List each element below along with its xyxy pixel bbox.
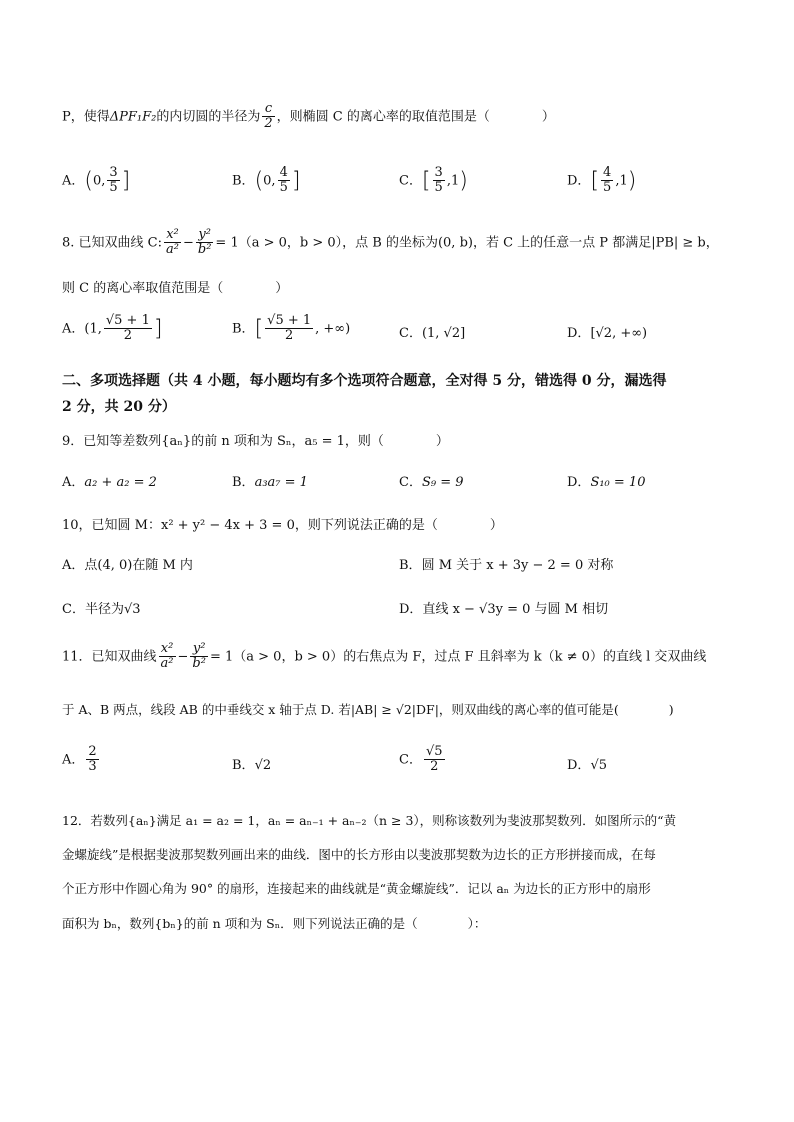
q10-option-a-text: 点(4, 0)在随 M 内 — [84, 558, 193, 573]
q7-frac-den: 2 — [264, 116, 273, 132]
q8-option-a-close: ] — [153, 316, 163, 342]
q12-stem-line2: 金螺旋线”是根据斐波那契数列画出来的曲线．图中的长方形由以斐波那契数为边长的正方形拼接而成，在每 — [62, 847, 656, 862]
q8-option-b-frac — [265, 314, 313, 344]
q10-stem: 10，已知圆 M：x² + y² − 4x + 3 = 0，则下列说法正确的是（ ） — [62, 518, 503, 533]
q9-option-c — [399, 471, 464, 490]
q11-option-c-den: 2 — [430, 759, 439, 775]
q9-stem: 9．已知等差数列{aₙ}的前 n 项和为 Sₙ，a₅ = 1，则（ ） — [62, 434, 449, 449]
q10-option-c-text: 半径为√3 — [84, 602, 141, 617]
q7-stem — [62, 102, 555, 132]
q11-stem-pre: 11．已知双曲线 — [62, 649, 157, 665]
q11-option-a-num: 2 — [88, 744, 97, 759]
q9-option-b — [232, 471, 308, 490]
q10-option-b-text: 圆 M 关于 x + 3y − 2 = 0 对称 — [421, 558, 614, 573]
q7-option-c-label: C． — [399, 173, 422, 189]
q7-option-b-den: 5 — [279, 180, 288, 196]
q7-option-c-close: ) — [459, 168, 468, 194]
q7-option-a-frac — [107, 166, 119, 196]
q11-option-c — [399, 745, 447, 775]
q7-option-a-left: 0, — [92, 173, 106, 189]
q9-option-d-text: S₁₀ = 10 — [590, 475, 646, 490]
q8-option-a-frac — [104, 314, 152, 344]
q11-option-a-den: 3 — [88, 759, 97, 775]
q7-option-b — [232, 166, 300, 196]
q9-option-c-text: S₉ = 9 — [421, 475, 464, 490]
q8-frac-y — [196, 228, 214, 258]
q9-option-a-label: A． — [62, 475, 85, 490]
q8-frac-x-num: x² — [164, 228, 181, 243]
q10-option-d — [399, 598, 608, 617]
q7-option-a-den: 5 — [109, 180, 118, 196]
q7-radius-fraction — [262, 102, 274, 132]
q11-frac-x-num: x² — [159, 642, 176, 657]
q8-option-a-left: (1, — [84, 321, 102, 337]
q8-option-b-den: 2 — [285, 328, 294, 344]
q10-option-d-label: D． — [399, 602, 423, 617]
q8-option-a-num: √5 + 1 — [105, 313, 150, 328]
q8-frac-x-den: a² — [166, 242, 179, 258]
q8-option-d-text: [√2, +∞) — [590, 326, 648, 341]
q7-option-a-num: 3 — [109, 165, 118, 180]
q8-option-a — [62, 314, 162, 344]
q7-triangle: ΔPF₁F₂ — [109, 109, 157, 125]
q11-option-d-text: √5 — [590, 758, 607, 773]
q7-stem-post: ，则椭圆 C 的离心率的取值范围是（ ） — [276, 109, 555, 125]
q8-option-d — [567, 322, 647, 341]
q8-frac-y-num: y² — [196, 228, 214, 243]
q11-option-c-label: C． — [399, 752, 422, 768]
q8-stem-line2: 则 C 的离心率取值范围是（ ） — [62, 281, 289, 296]
q11-option-d — [567, 754, 607, 773]
q9-option-a — [62, 471, 157, 490]
q11-minus: − — [177, 649, 189, 665]
section2-heading-line2: 2 分，共 20 分） — [62, 399, 176, 415]
q8-option-a-label: A． — [62, 321, 85, 337]
q8-frac-x — [164, 228, 181, 258]
q11-option-c-frac — [424, 745, 445, 775]
q11-frac-y — [190, 642, 208, 672]
q7-option-d-open: [ — [590, 168, 600, 194]
q8-option-b-num: √5 + 1 — [267, 313, 312, 328]
q11-frac-y-den: b² — [192, 656, 206, 672]
q7-option-a-label: A． — [62, 173, 85, 189]
q10-option-d-text: 直线 x − √3y = 0 与圆 M 相切 — [422, 602, 609, 617]
q8-stem — [62, 228, 719, 258]
q10-option-c-label: C． — [62, 602, 85, 617]
q7-option-b-num: 4 — [279, 165, 288, 180]
q7-option-c-den: 5 — [434, 180, 443, 196]
q7-option-a-close: ] — [121, 168, 131, 194]
q7-stem-pre: P，使得 — [62, 109, 110, 125]
q7-option-a-open: ( — [84, 168, 93, 194]
q10-option-c — [62, 598, 141, 617]
q7-option-b-close: ] — [291, 168, 301, 194]
section2-heading-line1: 二、多项选择题（共 4 小题，每小题均有多个选项符合题意，全对得 5 分，错选得 0 分，漏选得 — [62, 373, 667, 389]
q11-option-a — [62, 745, 101, 775]
q7-option-c — [399, 166, 468, 196]
q11-option-b-text: √2 — [254, 758, 272, 773]
q7-option-d-label: D． — [567, 173, 591, 189]
q7-option-b-open: ( — [254, 168, 264, 194]
q8-option-b-label: B． — [232, 321, 255, 337]
q7-option-d-right: ,1 — [615, 173, 628, 189]
q11-option-a-frac — [86, 745, 98, 775]
q7-option-b-label: B． — [232, 173, 255, 189]
q8-option-a-den: 2 — [123, 328, 132, 344]
q9-option-b-text: a₃a₇ = 1 — [254, 475, 308, 490]
q8-option-c-text: (1, √2] — [421, 326, 466, 341]
q8-option-c-label: C． — [399, 326, 422, 341]
q11-frac-x-den: a² — [160, 656, 174, 672]
q8-option-d-label: D． — [567, 326, 591, 341]
q12-stem-line1: 12．若数列{aₙ}满足 a₁ = a₂ = 1，aₙ = aₙ₋₁ + aₙ₋₂（n ≥ 3），则称该数列为斐波那契数列．如图所示的“黄 — [62, 813, 677, 828]
q7-option-a — [62, 166, 130, 196]
q10-option-b — [399, 554, 613, 573]
q11-frac-x — [159, 642, 176, 672]
q11-option-a-label: A． — [62, 752, 85, 768]
q8-option-b-open: [ — [254, 316, 264, 342]
q8-stem-mid: = 1（a > 0，b > 0），点 B 的坐标为(0, b)，若 C 上的任意一点 P 都满足|PB| ≥ b， — [215, 235, 719, 251]
q11-stem-mid: = 1（a > 0，b > 0）的右焦点为 F，过点 F 且斜率为 k（k ≠ 0）的直线 l 交双曲线 — [209, 649, 707, 665]
q11-stem-line2: 于 A、B 两点，线段 AB 的中垂线交 x 轴于点 D. 若|AB| ≥ √2|DF|，则双曲线的离心率的值可能是( ) — [62, 702, 674, 717]
q7-option-b-frac — [278, 166, 290, 196]
q7-option-c-open: [ — [421, 168, 431, 194]
q11-frac-y-num: y² — [190, 642, 208, 657]
q12-stem-line3: 个正方形中作圆心角为 90° 的扇形，连接起来的曲线就是“黄金螺旋线”．记以 aₙ 为边长的正方形中的扇形 — [62, 881, 651, 896]
q9-option-c-label: C． — [399, 475, 422, 490]
q11-stem — [62, 642, 706, 672]
q9-option-a-text: a₂ + a₂ = 2 — [84, 475, 157, 490]
q12-stem-line4: 面积为 bₙ，数列{bₙ}的前 n 项和为 Sₙ．则下列说法正确的是（ ）： — [62, 916, 487, 931]
q10-option-b-label: B． — [399, 558, 422, 573]
q7-stem-mid: 的内切圆的半径为 — [156, 109, 261, 125]
q10-option-a-label: A． — [62, 558, 85, 573]
q7-option-c-frac — [433, 166, 445, 196]
q8-option-b — [232, 314, 350, 344]
q10-option-a — [62, 554, 193, 573]
q7-option-c-right: ,1 — [446, 173, 460, 189]
q9-option-b-label: B． — [232, 475, 255, 490]
q9-option-d — [567, 471, 645, 490]
q7-option-d-num: 4 — [603, 165, 612, 180]
q7-option-d-frac — [601, 166, 613, 196]
q8-frac-y-den: b² — [197, 242, 212, 258]
q7-option-d-den: 5 — [603, 180, 612, 196]
q8-stem-pre: 8. 已知双曲线 C: — [62, 235, 162, 251]
q11-option-c-num: √5 — [425, 744, 443, 759]
q7-option-c-num: 3 — [434, 165, 443, 180]
q11-option-d-label: D． — [567, 758, 591, 773]
q7-option-b-left: 0, — [263, 173, 276, 189]
q7-option-d-close: ) — [627, 168, 637, 194]
q11-option-b — [232, 754, 271, 773]
q7-option-d — [567, 166, 636, 196]
q9-option-d-label: D． — [567, 475, 591, 490]
q8-option-b-right: , +∞) — [315, 321, 351, 337]
q8-minus: − — [182, 235, 194, 251]
q8-option-c — [399, 322, 465, 341]
q11-option-b-label: B． — [232, 758, 255, 773]
q7-frac-num: c — [262, 102, 274, 117]
